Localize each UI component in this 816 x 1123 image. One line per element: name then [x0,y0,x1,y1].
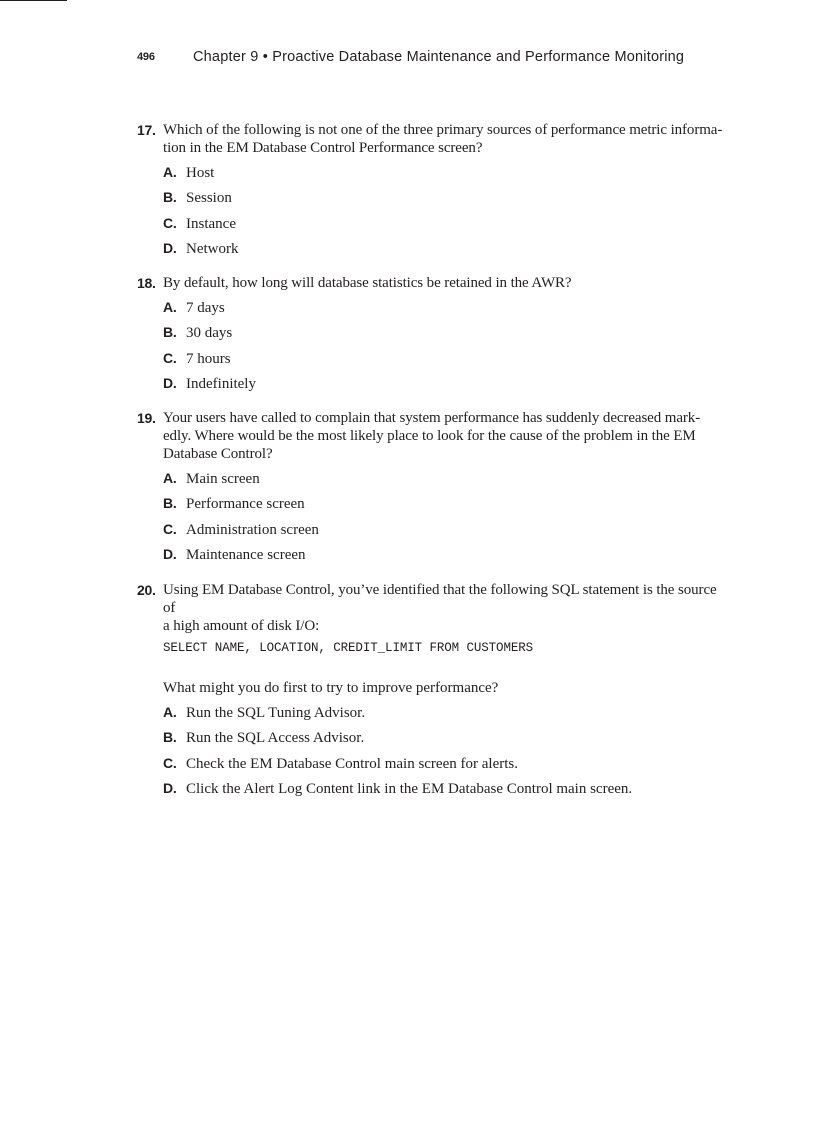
option-text: Main screen [186,471,260,487]
question-19 [137,409,727,570]
option-text: Run the SQL Access Advisor. [186,730,365,747]
question-17 [137,121,727,264]
question-text-line: Your users have called to complain that system performance has suddenly decreased mark- [163,410,701,426]
option-label: C. [163,754,177,771]
question-text-line: edly. Where would be the most likely place to look for the cause of the problem in the EM [163,428,696,444]
answer-option-c [163,520,727,545]
answer-option-d [163,374,727,399]
option-label: C. [163,349,177,366]
question-number: 17. [137,122,156,138]
option-text: Network [186,240,239,257]
answer-option-d [163,545,727,570]
option-text: Check the EM Database Control main screen for alerts. [186,755,518,772]
option-text: Indefinitely [186,375,256,392]
option-text: Session [186,190,232,207]
answer-option-b [163,494,727,519]
option-text: Administration screen [186,521,319,538]
sql-code-sample: SELECT NAME, LOCATION, CREDIT_LIMIT FROM CUSTOMERS [163,641,534,655]
option-label: A. [163,164,177,180]
answer-option-d [163,779,727,804]
option-text: 7 days [186,300,225,316]
question-18 [137,274,727,399]
option-label: A. [163,470,177,486]
answer-option-a [163,298,727,323]
option-text: Run the SQL Tuning Advisor. [186,705,366,721]
option-text: Maintenance screen [186,546,306,563]
chapter-title: Chapter 9 • Proactive Database Maintenance and Performance Monitoring [193,49,685,65]
option-text: Host [186,165,215,181]
answer-options [163,703,727,804]
option-text: Performance screen [186,496,305,513]
option-label: D. [163,779,177,796]
question-text [163,121,727,157]
question-number: 18. [137,275,156,291]
answer-option-b [163,728,727,753]
answer-option-c [163,754,727,779]
question-text-line: tion in the EM Database Control Performance screen? [163,140,483,156]
answer-option-b [163,188,727,213]
option-text: Click the Alert Log Content link in the EM Database Control main screen. [186,780,633,797]
answer-options [163,469,727,570]
answer-option-c [163,214,727,239]
answer-option-b [163,323,727,348]
option-label: B. [163,324,177,341]
question-text-line: Which of the following is not one of the three primary sources of performance metric informa- [163,122,723,138]
page-number: 496 [137,51,155,63]
option-label: A. [163,704,177,720]
answer-option-a [163,703,727,728]
question-followup: What might you do first to try to improve performance? [163,680,499,696]
question-text [163,581,727,635]
question-text-line: By default, how long will database statistics be retained in the AWR? [163,275,572,291]
option-text: 7 hours [186,350,231,367]
option-label: C. [163,520,177,537]
question-number: 20. [137,582,156,598]
question-20 [137,581,727,804]
option-label: D. [163,239,177,256]
option-label: C. [163,214,177,231]
answer-options [163,163,727,264]
option-label: D. [163,545,177,562]
option-label: A. [163,299,177,315]
question-text [163,274,727,292]
option-label: B. [163,729,177,746]
answer-option-a [163,163,727,188]
answer-option-d [163,239,727,264]
option-label: B. [163,189,177,206]
option-text: 30 days [186,325,233,342]
question-text-line: Using EM Database Control, you’ve identified that the following SQL statement is the source of [163,582,717,616]
answer-options [163,298,727,399]
question-text [163,409,727,463]
option-text: Instance [186,215,236,232]
answer-option-c [163,349,727,374]
corner-rule [0,0,67,1]
question-text-line: Database Control? [163,446,273,462]
option-label: D. [163,374,177,391]
option-label: B. [163,495,177,512]
question-text-line: a high amount of disk I/O: [163,618,320,634]
answer-option-a [163,469,727,494]
question-number: 19. [137,410,156,426]
